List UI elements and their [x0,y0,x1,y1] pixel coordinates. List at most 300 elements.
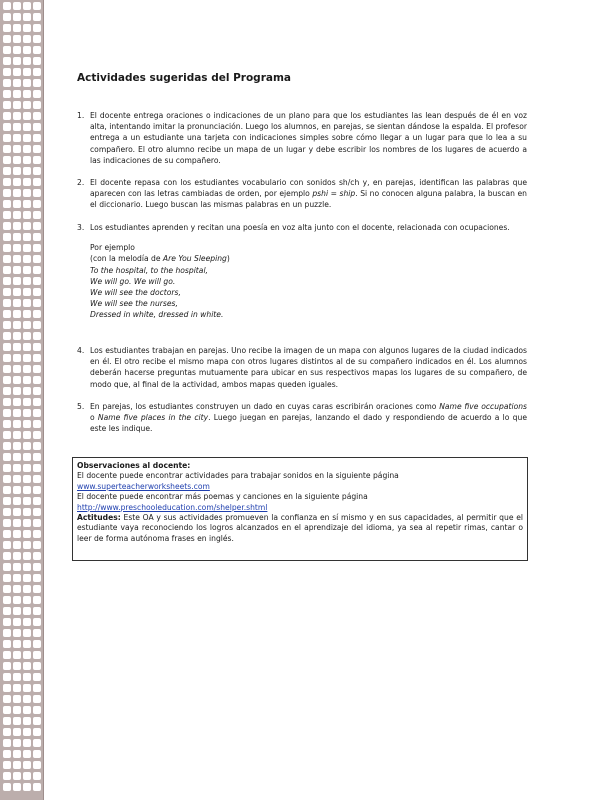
sidebar-pattern-square [3,574,11,582]
sidebar-pattern-square [23,739,31,747]
sidebar-pattern-square [33,277,41,285]
sidebar-pattern-square [13,46,21,54]
sidebar-pattern-square [3,750,11,758]
sidebar-pattern-square [23,453,31,461]
sidebar-pattern-square [13,541,21,549]
sidebar-pattern-square [3,530,11,538]
sidebar-pattern-square [3,541,11,549]
sidebar-pattern-square [3,607,11,615]
sidebar-pattern-square [33,2,41,10]
sidebar-pattern-square [23,101,31,109]
observations-box [72,457,528,561]
sidebar-pattern-square [23,508,31,516]
sidebar-pattern-square [33,299,41,307]
sidebar-pattern-square [33,387,41,395]
item-text: El docente repasa con los estudiantes vocabulario con sonidos sh/ch y, en parejas, identifican las palabras que aparecen con las letras cambiadas de orden, por ejemplo pshi = ship. Si no conocen alguna palabra, la buscan en el diccionario. Luego buscan las mismas palabras en un puzzle. [90,178,527,210]
sidebar-pattern-square [33,244,41,252]
sidebar-pattern-square [23,409,31,417]
sidebar-pattern-square [33,35,41,43]
sidebar-pattern-square [13,409,21,417]
sidebar-pattern-square [23,288,31,296]
sidebar-pattern-square [23,684,31,692]
example-word: pshi = ship [312,189,356,199]
sidebar-pattern-square [23,695,31,703]
activity-item-5 [77,401,527,435]
sidebar-pattern-square [3,475,11,483]
sidebar-pattern-square [13,728,21,736]
sidebar-pattern-square [23,156,31,164]
sidebar-pattern-square [13,420,21,428]
sidebar-pattern-square [33,343,41,351]
sidebar-pattern-square [3,13,11,21]
sidebar-pattern-square [23,398,31,406]
sidebar-pattern-square [23,79,31,87]
sidebar-pattern-square [33,651,41,659]
sidebar-pattern-square [33,607,41,615]
sidebar-pattern-square [13,310,21,318]
sidebar-pattern-square [33,772,41,780]
sidebar-pattern-square [3,189,11,197]
sidebar-pattern-square [33,167,41,175]
sidebar-pattern-square [33,673,41,681]
sidebar-pattern-square [33,684,41,692]
sidebar-pattern-square [13,717,21,725]
sidebar-pattern-square [3,728,11,736]
sidebar-pattern-square [23,662,31,670]
sidebar-pattern-square [23,530,31,538]
sidebar-pattern-square [33,90,41,98]
sidebar-pattern-square [23,497,31,505]
activity-item-3 [77,222,527,321]
sidebar-pattern-square [13,486,21,494]
sidebar-pattern-square [13,574,21,582]
link-superteacherworksheets[interactable]: www.superteacherworksheets.com [77,481,210,491]
sidebar-pattern-square [23,255,31,263]
sidebar-pattern-square [3,101,11,109]
sidebar-pattern-square [23,112,31,120]
sidebar-pattern-square [13,233,21,241]
sidebar-pattern-square [13,299,21,307]
sidebar-pattern-square [13,640,21,648]
sidebar-pattern-square [13,57,21,65]
sidebar-pattern-square [23,90,31,98]
sidebar-pattern-square [33,13,41,21]
sidebar-pattern-square [33,321,41,329]
sidebar-pattern-square [23,464,31,472]
observations-heading: Observaciones al docente: [77,461,191,470]
sidebar-pattern-square [3,266,11,274]
sidebar-pattern-square [3,442,11,450]
sidebar-pattern-square [13,332,21,340]
sidebar-pattern-square [13,178,21,186]
sidebar-pattern-square [13,222,21,230]
sidebar-pattern-square [3,68,11,76]
sidebar-pattern-square [23,13,31,21]
sidebar-pattern-square [13,244,21,252]
sidebar-pattern-square [3,376,11,384]
sidebar-pattern-square [13,618,21,626]
sidebar-pattern-square [33,123,41,131]
sidebar-pattern-square [13,13,21,21]
sidebar-pattern-square [13,255,21,263]
item-text: Los estudiantes trabajan en parejas. Uno recibe la imagen de un mapa con algunos lugares de la ciudad indicados en él. El otro recibe el mismo mapa con otros lugares distintos al de su compañero indicados en él. Los alumnos deberán hacerse preguntas mutuamente para ubicar en sus respectivos mapas los lugares de su compañero, de modo que, al final de la actividad, ambos mapas queden iguales. [90,346,527,389]
poem-line: Dressed in white, dressed in white. [90,310,224,320]
sidebar-pattern-square [13,475,21,483]
sidebar-pattern-square [23,596,31,604]
sidebar-pattern-square [23,123,31,131]
sidebar-pattern-square [33,255,41,263]
sidebar-pattern-square [23,552,31,560]
sidebar-pattern-square [3,35,11,43]
sidebar-pattern-square [33,706,41,714]
sidebar-pattern-square [13,772,21,780]
sidebar-pattern-square [23,486,31,494]
sidebar-pattern-square [33,145,41,153]
sidebar-pattern-square [13,167,21,175]
item-number: 1. [77,111,85,120]
sidebar-pattern-square [33,739,41,747]
sidebar-pattern-square [13,266,21,274]
sidebar-pattern-square [33,431,41,439]
sidebar-pattern-square [13,387,21,395]
sidebar-pattern-square [3,90,11,98]
sidebar-pattern-square [13,695,21,703]
sidebar-pattern-square [3,167,11,175]
sidebar-pattern-square [33,662,41,670]
sidebar-pattern-square [3,706,11,714]
sidebar-pattern-square [3,761,11,769]
sidebar-pattern-square [23,167,31,175]
sidebar-pattern-square [33,101,41,109]
decorative-sidebar [0,0,43,800]
sidebar-pattern-square [23,640,31,648]
sidebar-pattern-square [23,24,31,32]
link-preschooleducation[interactable]: http://www.preschooleducation.com/shelper.shtml [77,502,268,512]
item-number: 5. [77,402,85,411]
sidebar-pattern-square [23,563,31,571]
sidebar-pattern-square [3,112,11,120]
sidebar-pattern-square [13,706,21,714]
sidebar-pattern-square [13,497,21,505]
sidebar-pattern-square [33,475,41,483]
sidebar-pattern-square [13,750,21,758]
poem-intro: Por ejemplo [90,243,135,253]
sidebar-pattern-square [3,24,11,32]
sidebar-pattern-square [13,629,21,637]
sidebar-pattern-square [23,376,31,384]
sidebar-pattern-square [3,365,11,373]
sidebar-pattern-square [3,563,11,571]
sidebar-pattern-square [23,343,31,351]
sidebar-pattern-square [23,607,31,615]
sidebar-pattern-square [23,145,31,153]
sidebar-pattern-square [23,651,31,659]
sidebar-pattern-square [23,475,31,483]
sidebar-pattern-square [23,134,31,142]
sidebar-pattern-square [13,398,21,406]
sidebar-pattern-square [3,178,11,186]
poem-block [90,242,527,320]
sidebar-pattern-square [13,519,21,527]
sidebar-pattern-square [13,662,21,670]
sidebar-pattern-square [33,640,41,648]
sidebar-pattern-square [33,585,41,593]
sidebar-pattern-square [13,123,21,131]
attitudes-paragraph [77,513,523,544]
sidebar-pattern-square [33,365,41,373]
sidebar-pattern-square [33,233,41,241]
sidebar-pattern-square [33,464,41,472]
sidebar-pattern-square [3,288,11,296]
sidebar-pattern-square [13,35,21,43]
sidebar-pattern-square [13,508,21,516]
sidebar-pattern-square [13,596,21,604]
sidebar-pattern-square [13,68,21,76]
sidebar-pattern-square [13,288,21,296]
sidebar-pattern-square [33,519,41,527]
sidebar-pattern-square [3,200,11,208]
sidebar-pattern-square [23,706,31,714]
sidebar-pattern-square [3,134,11,142]
sidebar-pattern-square [13,684,21,692]
sidebar-pattern-square [23,673,31,681]
poem-line: To the hospital, to the hospital, [90,265,208,275]
sidebar-pattern-square [33,618,41,626]
sidebar-pattern-square [33,266,41,274]
sidebar-pattern-square [3,552,11,560]
sidebar-pattern-square [33,354,41,362]
sidebar-pattern-square [3,772,11,780]
poem-line: We will see the nurses, [90,299,178,309]
sidebar-pattern-square [33,541,41,549]
sidebar-pattern-square [3,277,11,285]
sidebar-pattern-square [3,519,11,527]
sidebar-pattern-square [3,739,11,747]
sidebar-pattern-square [23,761,31,769]
sidebar-pattern-square [3,156,11,164]
sidebar-pattern-square [3,123,11,131]
sidebar-pattern-square [23,233,31,241]
sidebar-pattern-square [33,420,41,428]
sidebar-pattern-square [23,585,31,593]
sidebar-pattern-square [33,728,41,736]
sidebar-pattern-square [23,574,31,582]
sidebar-pattern-square [13,79,21,87]
sidebar-pattern-square [23,629,31,637]
sidebar-pattern-square [3,145,11,153]
sidebar-pattern-square [3,464,11,472]
sidebar-pattern-square [13,156,21,164]
sidebar-pattern-square [33,310,41,318]
sidebar-pattern-square [13,211,21,219]
item-number: 4. [77,346,85,355]
sidebar-pattern-square [33,596,41,604]
sidebar-pattern-square [23,68,31,76]
sidebar-pattern-square [23,57,31,65]
item-text: Los estudiantes aprenden y recitan una poesía en voz alta junto con el docente, relacionada con ocupaciones. [90,223,510,232]
sidebar-pattern-square [3,46,11,54]
sidebar-pattern-square [3,695,11,703]
sidebar-pattern-square [23,46,31,54]
sidebar-pattern-square [23,189,31,197]
attitudes-label: Actitudes: [77,513,121,523]
sidebar-pattern-square [23,222,31,230]
sidebar-pattern-square [33,750,41,758]
item-text: En parejas, los estudiantes construyen un dado en cuyas caras escribirán oraciones como Name five occupations o Name five places in the city. Luego juegan en parejas, lanzando el dado y respondiendo de acuerdo a lo que este les indique. [90,402,527,434]
sidebar-pattern-square [3,387,11,395]
sidebar-pattern-square [23,354,31,362]
sidebar-pattern-square [13,365,21,373]
sidebar-pattern-square [3,343,11,351]
sidebar-pattern-square [3,618,11,626]
sidebar-pattern-square [13,453,21,461]
sidebar-pattern-square [33,24,41,32]
sidebar-pattern-square [23,519,31,527]
sidebar-pattern-square [13,200,21,208]
sidebar-pattern-square [3,596,11,604]
sidebar-pattern-square [3,508,11,516]
sidebar-pattern-square [3,2,11,10]
sidebar-pattern-square [3,321,11,329]
sidebar-pattern-square [13,464,21,472]
sidebar-pattern-square [33,563,41,571]
sidebar-pattern-square [33,629,41,637]
sidebar-pattern-square [13,343,21,351]
sidebar-pattern-square [13,112,21,120]
sidebar-pattern-square [33,695,41,703]
sidebar-pattern-square [33,376,41,384]
item-number: 2. [77,178,85,187]
sidebar-pattern-square [33,486,41,494]
sidebar-pattern-square [13,101,21,109]
item-text: El docente entrega oraciones o indicaciones de un plano para que los estudiantes las lean después de él en voz alta, intentando imitar la pronunciación. Luego los alumnos, en parejas, se sientan dándose la espalda. El profesor entrega a un estudiante una tarjeta con indicaciones simples sobre cómo llegar a un lugar para que lo lea a su compañero. El otro alumno recibe un mapa de un lugar y debe escribir los nombres de los lugares de acuerdo a las indicaciones de su compañero. [90,111,527,165]
sidebar-pattern-square [23,772,31,780]
sidebar-pattern-square [33,783,41,791]
sidebar-pattern-square [3,629,11,637]
sidebar-pattern-square [13,277,21,285]
sidebar-pattern-square [3,233,11,241]
sidebar-pattern-square [3,717,11,725]
poem-line: We will see the doctors, [90,288,181,298]
sidebar-pattern-square [23,277,31,285]
sidebar-pattern-square [3,211,11,219]
attitudes-text: Este OA y sus actividades promueven la confianza en sí mismo y en sus capacidades, al permitir que el estudiante vaya reconociendo los logros alcanzados en el aprendizaje del idioma, ya sea al repetir rimas, cantar o leer de forma autónoma frases en inglés. [77,513,523,543]
sidebar-pattern-square [3,409,11,417]
sidebar-pattern-square [13,761,21,769]
sidebar-pattern-square [3,640,11,648]
sidebar-pattern-square [23,365,31,373]
sidebar-pattern-square [13,24,21,32]
sidebar-pattern-square [33,189,41,197]
sidebar-pattern-square [23,2,31,10]
sidebar-pattern-square [3,453,11,461]
sidebar-pattern-square [13,530,21,538]
sidebar-pattern-square [33,530,41,538]
sidebar-pattern-square [33,200,41,208]
sidebar-pattern-square [3,585,11,593]
observations-line-2: El docente puede encontrar más poemas y canciones en la siguiente página [77,492,368,502]
sidebar-pattern-square [13,673,21,681]
sidebar-pattern-square [33,288,41,296]
sidebar-pattern-square [23,332,31,340]
activity-item-4 [77,345,527,390]
sidebar-pattern-square [23,35,31,43]
sidebar-pattern-square [3,244,11,252]
sidebar-pattern-square [23,420,31,428]
sidebar-pattern-square [23,178,31,186]
sidebar-pattern-square [23,266,31,274]
sidebar-pattern-square [33,46,41,54]
item-number: 3. [77,223,85,232]
sidebar-pattern-square [3,497,11,505]
sidebar-pattern-square [3,310,11,318]
sidebar-pattern-square [33,717,41,725]
sidebar-pattern-square [13,552,21,560]
sidebar-pattern-square [23,321,31,329]
sidebar-pattern-square [3,222,11,230]
sidebar-pattern-square [33,442,41,450]
sidebar-pattern-square [33,497,41,505]
sidebar-pattern-square [23,728,31,736]
sidebar-pattern-square [33,178,41,186]
sidebar-pattern-square [13,651,21,659]
sidebar-pattern-square [33,332,41,340]
sidebar-pattern-square [13,2,21,10]
sidebar-pattern-square [3,420,11,428]
sidebar-pattern-square [13,442,21,450]
sidebar-pattern-square [13,376,21,384]
sidebar-pattern-square [23,310,31,318]
sidebar-pattern-square [33,453,41,461]
sidebar-pattern-square [3,57,11,65]
sidebar-pattern-square [33,552,41,560]
sidebar-pattern-square [33,79,41,87]
sidebar-pattern-square [23,211,31,219]
observations-line-1: El docente puede encontrar actividades para trabajar sonidos en la siguiente página [77,471,399,481]
sidebar-pattern-square [33,574,41,582]
sidebar-pattern-square [23,200,31,208]
sidebar-pattern-square [33,761,41,769]
sidebar-pattern-square [33,409,41,417]
sidebar-pattern-square [23,299,31,307]
sidebar-pattern-square [3,662,11,670]
sidebar-pattern-square [23,783,31,791]
sidebar-pattern-square [23,431,31,439]
sidebar-pattern-square [33,134,41,142]
sidebar-pattern-square [13,90,21,98]
sidebar-pattern-square [13,585,21,593]
sidebar-pattern-square [33,398,41,406]
activity-item-2 [77,177,527,211]
sidebar-pattern-square [3,783,11,791]
sidebar-pattern-square [3,299,11,307]
sidebar-pattern-square [23,442,31,450]
sidebar-pattern-square [23,541,31,549]
sidebar-pattern-square [13,189,21,197]
sidebar-pattern-square [13,607,21,615]
sidebar-pattern-square [3,431,11,439]
sidebar-pattern-square [3,255,11,263]
poem-melody: (con la melodía de Are You Sleeping) [90,254,230,264]
sidebar-pattern-square [13,354,21,362]
sidebar-pattern-square [33,57,41,65]
sidebar-pattern-square [3,486,11,494]
sidebar-pattern-square [13,321,21,329]
sidebar-pattern-square [3,673,11,681]
sidebar-pattern-square [13,431,21,439]
poem-line: We will go. We will go. [90,276,176,286]
sidebar-pattern-square [3,332,11,340]
